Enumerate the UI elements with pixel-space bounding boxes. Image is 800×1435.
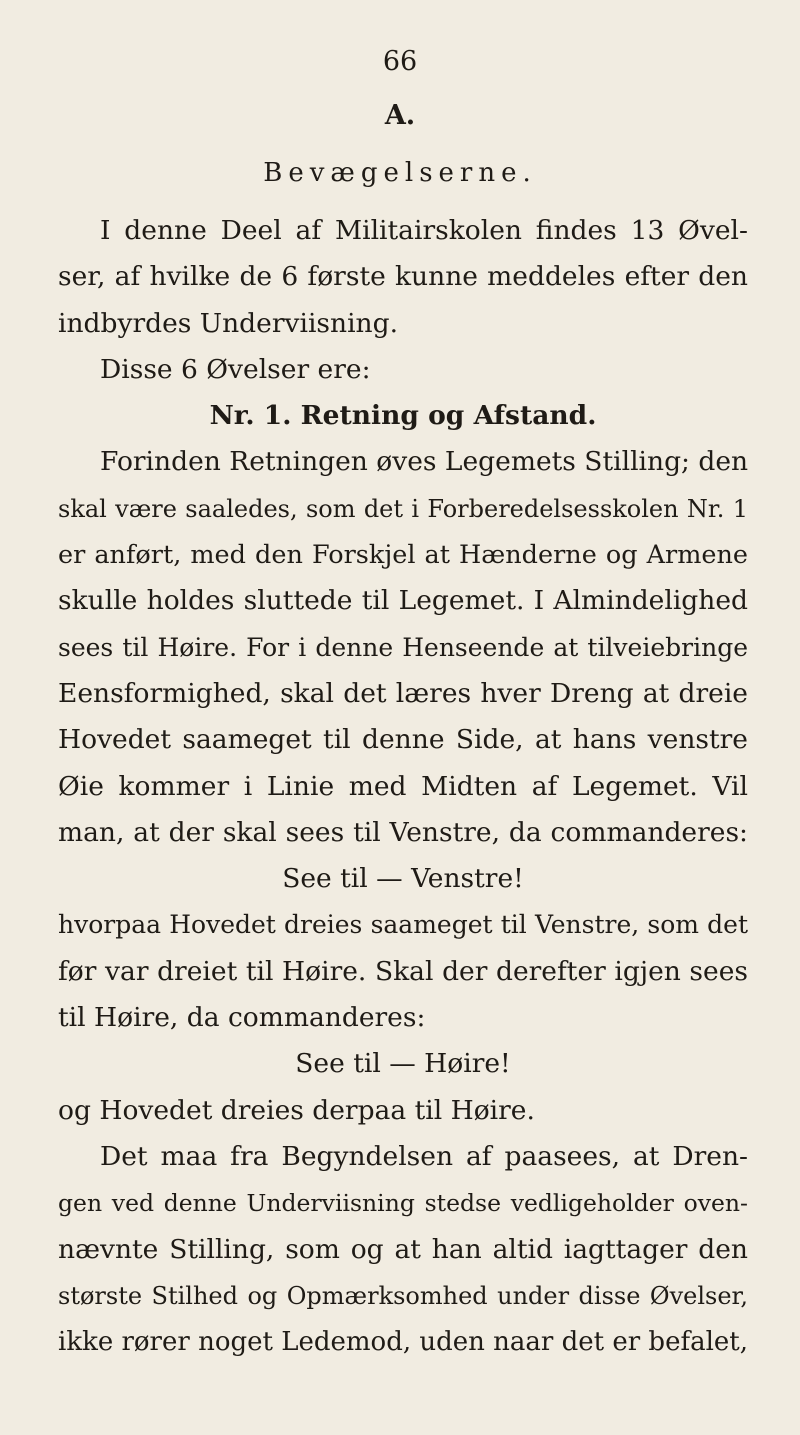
text-line: nævnte Stilling, som og at han altid iagttager den [58, 1233, 748, 1265]
section-letter: A. [384, 100, 416, 131]
page-number: 66 [382, 46, 418, 77]
text-line: Det maa fra Begyndelsen af paasees, at Dren- [100, 1140, 748, 1172]
text-line: gen ved denne Underviisning stedse vedligeholder oven- [58, 1189, 748, 1218]
section-title: Bevægelserne. [263, 158, 537, 188]
text-line: Øie kommer i Linie med Midten af Legemet. Vil [58, 770, 748, 802]
text-line: er anført, med den Forskjel at Hænderne og Armene [58, 540, 748, 571]
subsection-heading: Nr. 1. Retning og Afstand. [209, 400, 597, 432]
text-line: største Stilhed og Opmærksomhed under disse Øvelser, [58, 1281, 748, 1310]
text-line: ser, af hvilke de 6 første kunne meddeles efter den [58, 261, 748, 293]
text-line: Forinden Retningen øves Legemets Stilling; den [100, 446, 749, 478]
command-line: See til — Venstre! [282, 863, 524, 895]
text-line: indbyrdes Underviisning. [58, 307, 399, 339]
text-line: Eensformighed, skal det læres hver Dreng at dreie [58, 677, 748, 709]
text-line: til Høire, da commanderes: [58, 1002, 426, 1034]
text-line: skulle holdes sluttede til Legemet. I Almindelighed [58, 585, 748, 617]
body-text [58, 208, 748, 1365]
text-line: skal være saaledes, som det i Forberedelsesskolen Nr. 1 [58, 494, 748, 523]
text-line: og Hovedet dreies derpaa til Høire. [58, 1094, 535, 1126]
text-line: I denne Deel af Militairskolen findes 13 Øvel- [100, 215, 748, 246]
text-line: Hovedet saameget til denne Side, at hans venstre [58, 724, 748, 756]
text-line: man, at der skal sees til Venstre, da commanderes: [58, 816, 748, 848]
text-line: hvorpaa Hovedet dreies saameget til Venstre, som det [58, 910, 748, 940]
text-line: ikke rører noget Ledemod, uden naar det er befalet, [58, 1327, 748, 1358]
command-line: See til — Høire! [295, 1048, 511, 1080]
text-line: før var dreiet til Høire. Skal der derefter igjen sees [58, 955, 748, 987]
text-line: Disse 6 Øvelser ere: [100, 353, 371, 385]
text-line: sees til Høire. For i denne Henseende at tilveiebringe [58, 632, 748, 662]
